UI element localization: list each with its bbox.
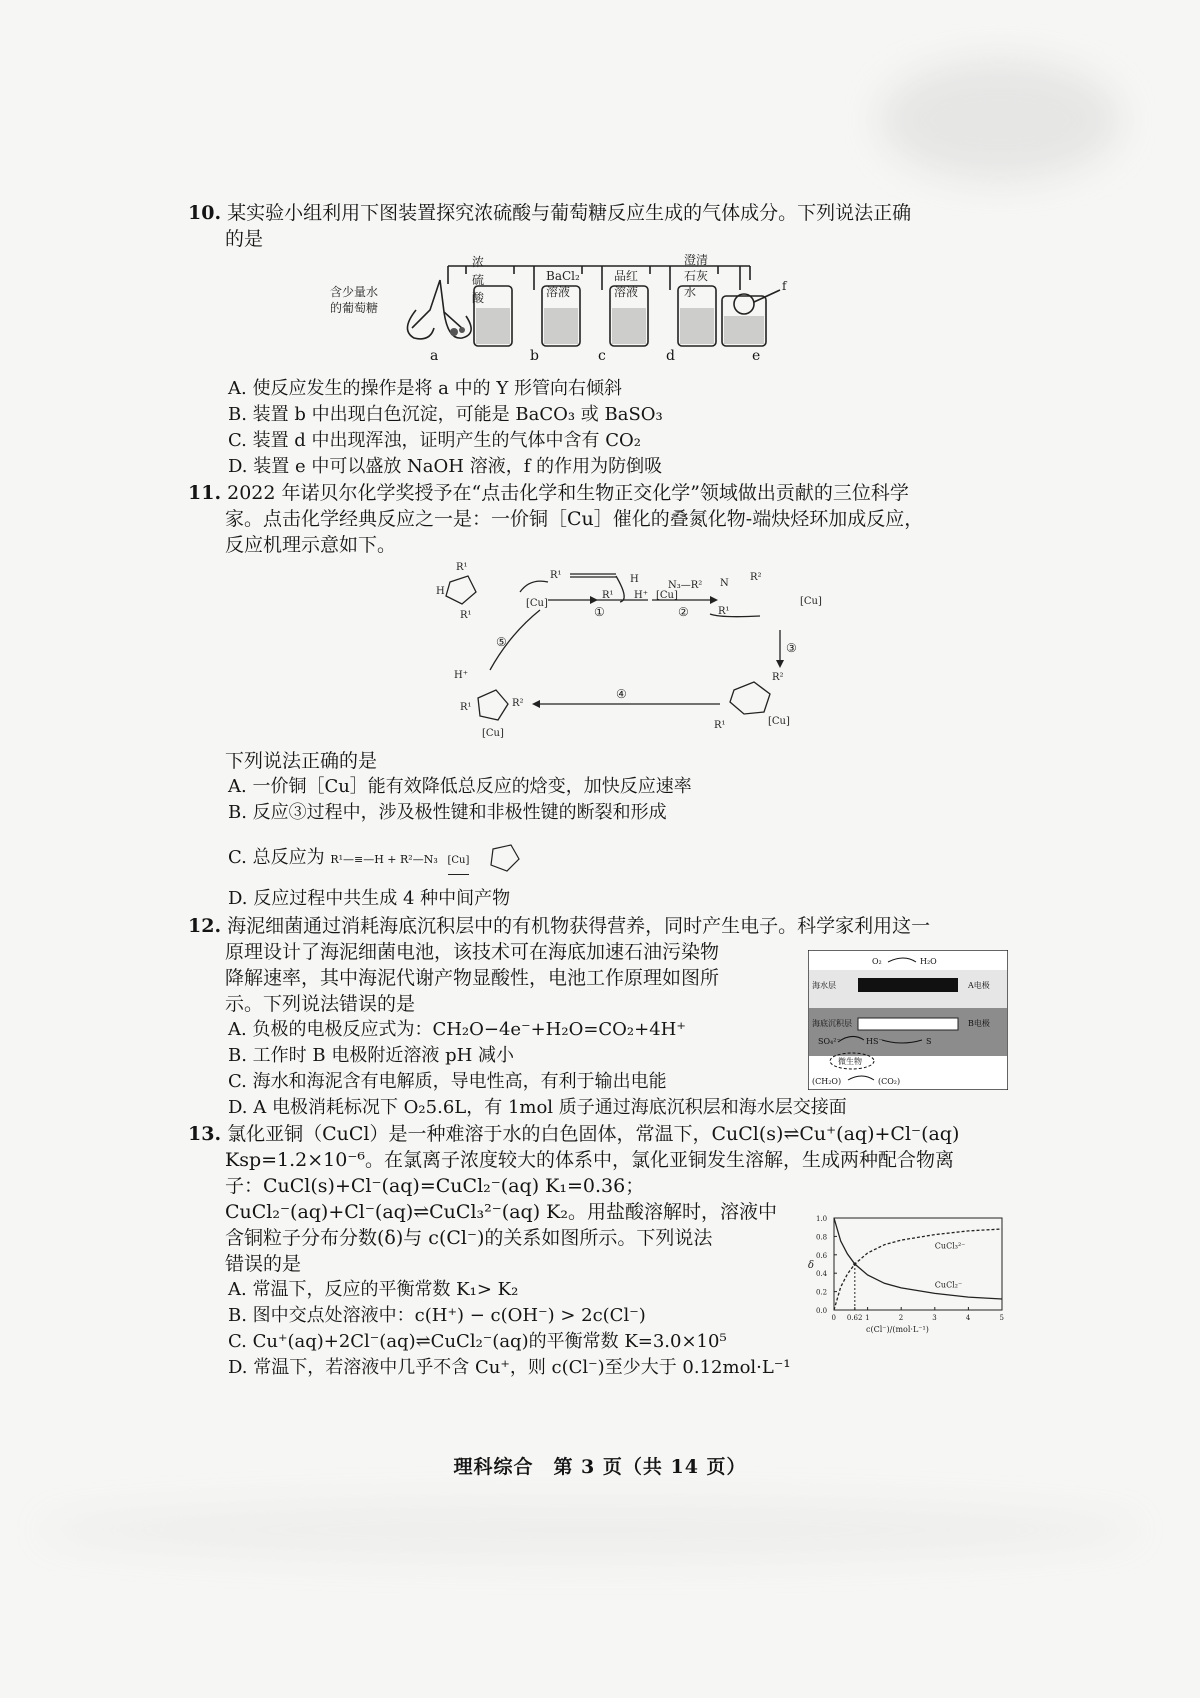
mech-r1-g: R¹ [714, 720, 726, 731]
label-d2: 溶液 [614, 285, 639, 299]
q11-stem-line2: 家。点击化学经典反应之一是：一价铜［Cu］催化的叠氮化物-端炔烃环加成反应， [225, 508, 924, 530]
mech-r2-b: R² [512, 698, 524, 709]
q13-stem-line6: 错误的是 [225, 1253, 302, 1275]
x-axis-label: c(Cl⁻)/(mol·L⁻¹) [866, 1325, 929, 1334]
label-e1: 澄清 [684, 253, 709, 267]
q13-stem-line2: Ksp=1.2×10⁻⁶。在氯离子浓度较大的体系中，氯化亚铜发生溶解，生成两种配合物离 [225, 1149, 954, 1171]
mech-hplus-a: H⁺ [634, 590, 648, 601]
q12-option-a[interactable]: A. 负极的电极反应式为：CH₂O−4e⁻+H₂O=CO₂+4H⁺ [228, 1019, 686, 1040]
y-tick-label: 1.0 [816, 1215, 828, 1223]
q11-mechanism-figure [420, 560, 860, 740]
q10-apparatus-figure [330, 250, 800, 350]
fig12-co2: (CO₂) [878, 1077, 901, 1086]
label-b1: 浓 [472, 255, 485, 269]
x-tick-label: 0.62 [846, 1314, 863, 1322]
q11-question: 下列说法正确的是 [225, 750, 378, 772]
mech-r1-c: R¹ [550, 570, 562, 581]
fig12-hs: HS⁻ [866, 1037, 883, 1046]
fig12-h2o: H₂O [920, 957, 937, 966]
label-c2: 溶液 [546, 285, 571, 299]
fig12-microbe: 微生物 [838, 1057, 862, 1066]
q12-stem-line1: 12. 海泥细菌通过消耗海底沉积层中的有机物获得营养，同时产生电子。科学家利用这一 [188, 915, 931, 937]
intersection-point [853, 1262, 856, 1265]
mech-r1-e: R¹ [718, 606, 730, 617]
scan-shadow [40, 1500, 1140, 1560]
q13-stem-line4: CuCl₂⁻(aq)+Cl⁻(aq)⇌CuCl₃²⁻(aq) K₂。用盐酸溶解时，溶液中 [225, 1201, 777, 1223]
letter-d: d [666, 348, 675, 364]
q11-overall-product-ring [479, 843, 539, 873]
q11-overall-cond: [Cu] [448, 848, 470, 875]
series-label-cucl2: CuCl₂⁻ [934, 1280, 963, 1290]
mech-step2: ② [678, 605, 689, 619]
q10-option-c[interactable]: C. 装置 d 中出现浑浊，证明产生的气体中含有 CO₂ [228, 430, 642, 451]
mech-r1-f: R¹ [460, 702, 472, 713]
q11-option-d[interactable]: D. 反应过程中共生成 4 种中间产物 [228, 888, 511, 909]
mech-r1-d: R¹ [602, 590, 614, 601]
mech-step5: ⑤ [496, 635, 507, 649]
x-tick-label: 3 [932, 1314, 937, 1322]
fig12-b-electrode: B电极 [968, 1019, 990, 1028]
label-b3: 酸 [472, 291, 485, 305]
y-tick-label: 0.4 [816, 1270, 828, 1279]
q13-distribution-chart [806, 1210, 1012, 1346]
q10-stem-line2: 的是 [225, 228, 264, 250]
q13-stem-line3: 子：CuCl(s)+Cl⁻(aq)=CuCl₂⁻(aq) K₁=0.36； [225, 1175, 645, 1197]
q13-option-b[interactable]: B. 图中交点处溶液中：c(H⁺) − c(OH⁻) > 2c(Cl⁻) [228, 1305, 646, 1326]
q10-option-a[interactable]: A. 使反应发生的操作是将 a 中的 Y 形管向右倾斜 [228, 378, 622, 399]
q12-option-b[interactable]: B. 工作时 B 电极附近溶液 pH 减小 [228, 1045, 515, 1066]
mech-step4: ④ [616, 687, 627, 701]
mech-r1-b: R¹ [460, 610, 472, 621]
page-footer: 理科综合 第 3 页（共 14 页） [453, 1456, 747, 1478]
q11-stem-line1: 11. 2022 年诺贝尔化学奖授予在“点击化学和生物正交化学”领域做出贡献的三位科学 [188, 482, 909, 504]
mech-step3: ③ [786, 641, 797, 655]
q12-stem-line4: 示。下列说法错误的是 [225, 993, 416, 1015]
q11-option-c[interactable] [228, 843, 539, 875]
mech-r2-c: R² [772, 672, 784, 683]
q13-option-a[interactable]: A. 常温下，反应的平衡常数 K₁> K₂ [228, 1279, 519, 1300]
label-b2: 硫 [472, 273, 485, 287]
q10-option-d[interactable]: D. 装置 e 中可以盛放 NaOH 溶液，f 的作用为防倒吸 [228, 456, 663, 477]
y-tick-label: 0.2 [816, 1288, 828, 1297]
mech-n: N [720, 578, 729, 589]
mech-cu-e: [Cu] [768, 716, 790, 727]
q11-stem-line3: 反应机理示意如下。 [225, 534, 397, 556]
letter-c: c [598, 348, 606, 364]
label-f: f [782, 279, 787, 293]
q13-option-c[interactable]: C. Cu⁺(aq)+2Cl⁻(aq)⇌CuCl₂⁻(aq)的平衡常数 K=3.0×10⁵ [228, 1331, 727, 1352]
fig12-o2: O₂ [872, 957, 882, 966]
mech-r2-a: R² [750, 572, 762, 583]
y-tick-label: 0.8 [816, 1233, 828, 1242]
y-tick-label: 0.6 [816, 1251, 828, 1260]
x-tick-label: 2 [898, 1314, 904, 1322]
q11-option-c-label: C. 总反应为 [228, 847, 325, 868]
q11-overall-left: R¹—≡—H + R²—N₃ [330, 853, 438, 866]
label-c1: BaCl₂ [546, 269, 580, 283]
x-tick-label: 5 [999, 1314, 1004, 1322]
scan-smudge [880, 60, 1120, 180]
y-axis-label: δ [808, 1260, 815, 1271]
letter-e: e [752, 348, 761, 364]
fig12-ch2o: (CH₂O) [812, 1077, 842, 1086]
label-a2: 的葡萄糖 [330, 301, 379, 315]
mech-cu-d: [Cu] [482, 728, 504, 739]
label-e2: 石灰 [684, 269, 709, 283]
y-tick-label: 0.0 [816, 1307, 828, 1315]
mech-cu-c: [Cu] [800, 596, 822, 607]
label-d1: 品红 [614, 269, 639, 283]
q13-option-d[interactable]: D. 常温下，若溶液中几乎不含 Cu⁺，则 c(Cl⁻)至少大于 0.12mol·L⁻¹ [228, 1357, 791, 1378]
mech-h-b: H [630, 574, 639, 585]
label-a1: 含少量水 [330, 285, 379, 299]
q11-option-b[interactable]: B. 反应③过程中，涉及极性键和非极性键的断裂和形成 [228, 802, 667, 823]
q12-stem-line2: 原理设计了海泥细菌电池，该技术可在海底加速石油污染物 [225, 941, 720, 963]
x-tick-label: 0 [831, 1314, 836, 1322]
letter-a: a [430, 348, 439, 364]
q12-stem-line3: 降解速率，其中海泥代谢产物显酸性，电池工作原理如图所 [225, 967, 720, 989]
q11-option-a[interactable]: A. 一价铜［Cu］能有效降低总反应的焓变，加快反应速率 [228, 776, 692, 797]
mech-h-a: H [436, 586, 445, 597]
fig12-s: S [926, 1037, 932, 1046]
letter-b: b [530, 348, 539, 364]
x-tick-label: 4 [965, 1314, 971, 1322]
q12-option-d[interactable]: D. A 电极消耗标况下 O₂5.6L，有 1mol 质子通过海底沉积层和海水层交接面 [228, 1097, 847, 1118]
mech-r1-a: R¹ [456, 562, 468, 573]
q13-stem-line5: 含铜粒子分布分数(δ)与 c(Cl⁻)的关系如图所示。下列说法 [225, 1227, 713, 1249]
x-tick-label: 1 [865, 1314, 870, 1322]
mech-step1: ① [594, 605, 605, 619]
mech-hplus-b: H⁺ [454, 670, 468, 681]
mech-cu-a: [Cu] [526, 598, 548, 609]
fig12-sediment: 海底沉积层 [812, 1019, 852, 1028]
label-e3: 水 [684, 285, 697, 299]
q13-stem-line1: 13. 氯化亚铜（CuCl）是一种难溶于水的白色固体，常温下，CuCl(s)⇌Cu⁺(aq)+Cl⁻(aq) [188, 1123, 960, 1145]
series-label-cucl3: CuCl₃²⁻ [934, 1241, 966, 1251]
fig12-a-electrode: A电极 [968, 981, 990, 990]
mech-cu-b: [Cu] [656, 590, 678, 601]
fig12-so4: SO₄²⁻ [818, 1037, 841, 1046]
q12-battery-figure [808, 950, 1008, 1090]
mech-azide: N₃—R² [668, 580, 703, 591]
chart-frame [834, 1218, 1002, 1310]
q10-stem-line1: 10. 某实验小组利用下图装置探究浓硫酸与葡萄糖反应生成的气体成分。下列说法正确 [188, 202, 912, 224]
q12-option-c[interactable]: C. 海水和海泥含有电解质，导电性高，有利于输出电能 [228, 1071, 667, 1092]
q10-option-b[interactable]: B. 装置 b 中出现白色沉淀，可能是 BaCO₃ 或 BaSO₃ [228, 404, 663, 425]
fig12-seawater: 海水层 [812, 981, 836, 990]
